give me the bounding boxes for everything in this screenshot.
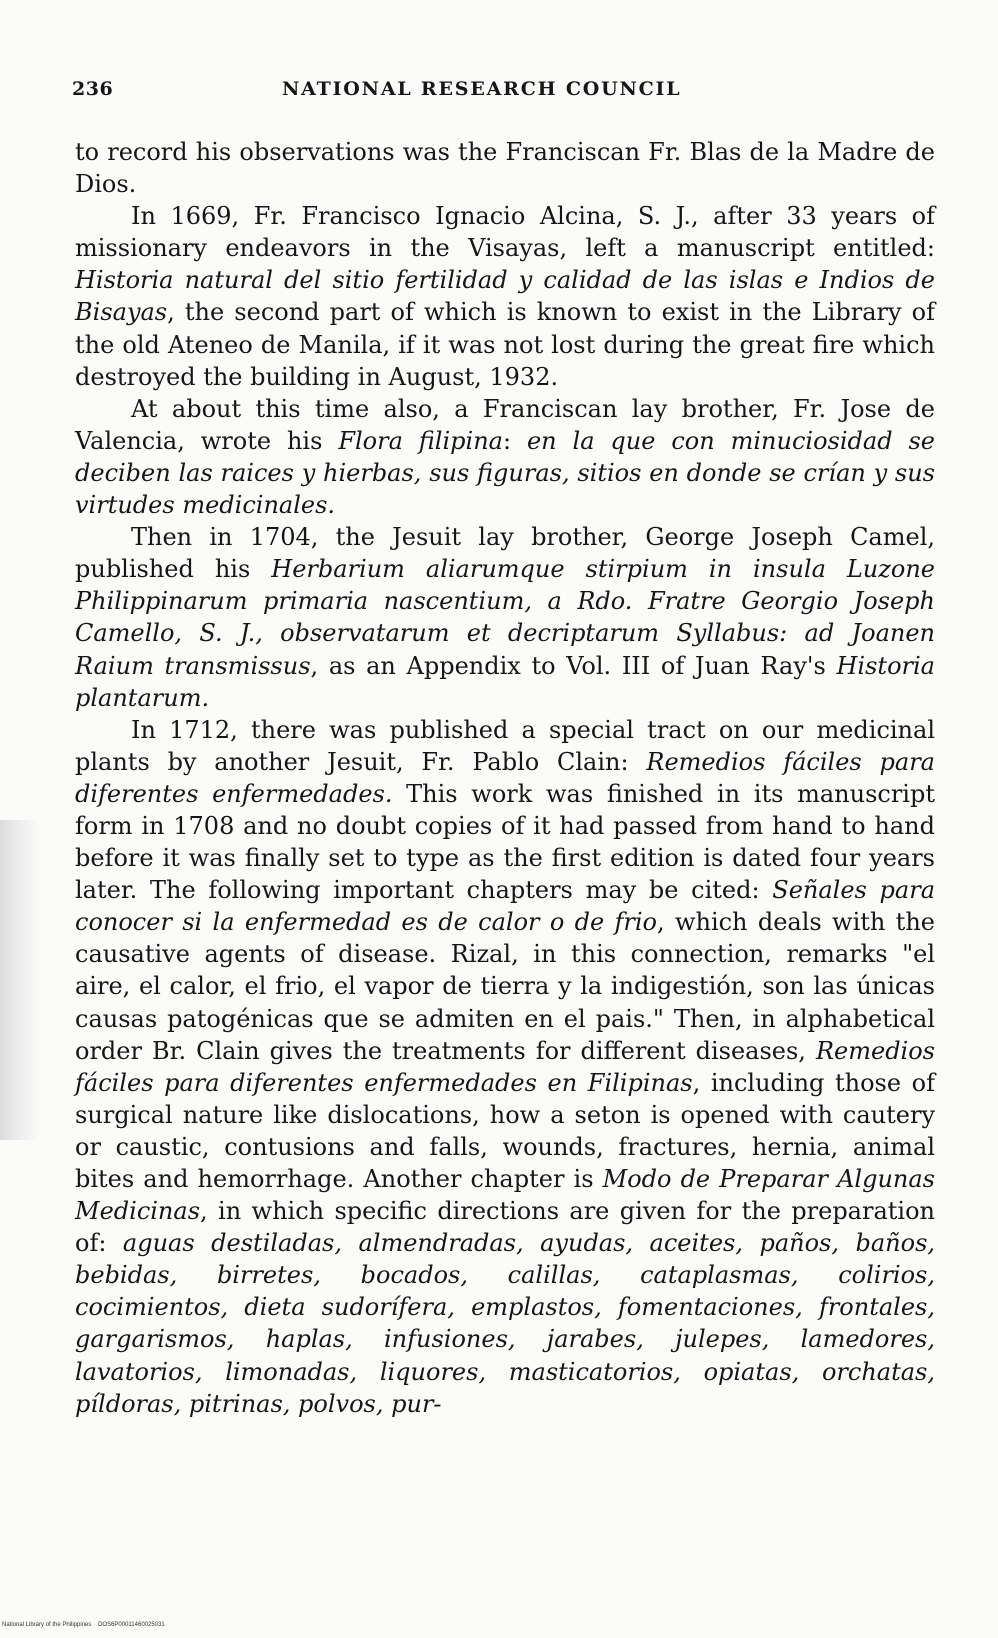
body-text xyxy=(75,136,935,1420)
paragraph-2 xyxy=(75,200,935,393)
paragraph-5 xyxy=(75,714,935,1420)
page-edge-shadow xyxy=(0,820,42,1140)
text-run: Then in 1704, the Jesuit lay brother, George Joseph Camel, published his xyxy=(75,523,935,584)
text-run: In 1712, there was published a special tract on our medicinal plants by another Jesuit, Fr. Pablo Clain: xyxy=(75,715,935,776)
text-run: , the second part of which is known to exist in the Library of the old Ateneo de Manila, if it was not lost during the great fire which destroyed the building in August, 1932. xyxy=(75,298,935,391)
italic-title-text: en la que con minuciosidad se deciben las raices y hierbas, sus figuras, sitios en donde se crían y sus virtudes medicinales. xyxy=(75,426,935,520)
italic-title-text: Remedios fáciles para diferentes enfermedades. xyxy=(75,747,935,808)
text-run: In 1669, Fr. Francisco Ignacio Alcina, S. J., after 33 years of missionary endeavors in the Visayas, left a manuscript entitled: xyxy=(75,202,935,263)
running-title: NATIONAL RESEARCH COUNCIL xyxy=(282,78,682,100)
paragraph-3 xyxy=(75,393,935,521)
paragraph-1 xyxy=(75,136,935,200)
text-run: : xyxy=(502,426,527,455)
text-run: This work was finished in its manuscript form in 1708 and no doubt copies of it had passed from hand to hand before it was finally set to type as the first edition is dated four years later. The following important chapters may be cited: xyxy=(75,779,935,905)
page-number: 236 xyxy=(72,78,114,100)
italic-title-text: Flora filipina xyxy=(338,426,503,455)
text-run: to record his observations was the Franciscan Fr. Blas de la Madre de Dios. xyxy=(75,138,935,199)
text-run: , as an Appendix to Vol. III of Juan Ray's xyxy=(310,651,837,680)
page-footer xyxy=(2,1622,165,1628)
text-run: At about this time also, a Franciscan lay brother, Fr. Jose de Valencia, wrote his xyxy=(75,394,935,455)
text-run: , in which specific directions are given for the preparation of: xyxy=(75,1197,935,1258)
italic-title-text: aguas destiladas, almendradas, ayudas, aceites, paños, baños, bebidas, birretes, bocados, calillas, cataplasmas, colirios, cocimientos, dieta sudorífera, emplastos, fomentaciones, frontales, gargarismos, haplas, infusiones, jarabes, julepes, lamedores, lavatorios, limonadas, liquores, masticatorios, opiatas, orchatas, píldoras, pitrinas, polvos, pur- xyxy=(75,1229,936,1418)
italic-title-text: Modo de Preparar Algunas Medicinas xyxy=(75,1165,935,1226)
italic-title-text: Herbarium aliarumque stirpium in insula Luzone Philippinarum primaria nascentium, a Rdo. Fratre Georgio Joseph Camello, S. J., observatarum et decriptarum Syllabus: ad Joanen Raium transmissus xyxy=(75,555,935,680)
italic-title-text: Historia plantarum. xyxy=(75,651,935,712)
italic-title-text: Historia natural del sitio fertilidad y calidad de las islas e Indios de Bisayas xyxy=(75,266,935,327)
scan-code: DOS6P00011460025031 xyxy=(98,1622,165,1628)
library-credit: National Library of the Philippines xyxy=(2,1622,92,1628)
text-run: , including those of surgical nature like dislocations, how a seton is opened with cautery or caustic, contusions and falls, wounds, fractures, hernia, animal bites and hemorrhage. Another chapter is xyxy=(75,1068,936,1193)
text-run: , which deals with the causative agents of disease. Rizal, in this connection, remarks "el aire, el calor, el frio, el vapor de tierra y la indigestión, son las únicas causas patogénicas que se admiten en el pais." Then, in alphabetical order Br. Clain gives the treatments for different diseases, xyxy=(75,908,935,1065)
italic-title-text: Señales para conocer si la enfermedad es de calor o de frio xyxy=(75,876,935,937)
italic-title-text: Remedios fáciles para diferentes enfermedades en Filipinas xyxy=(75,1036,935,1097)
page-header xyxy=(72,78,932,112)
paragraph-4 xyxy=(75,521,935,714)
